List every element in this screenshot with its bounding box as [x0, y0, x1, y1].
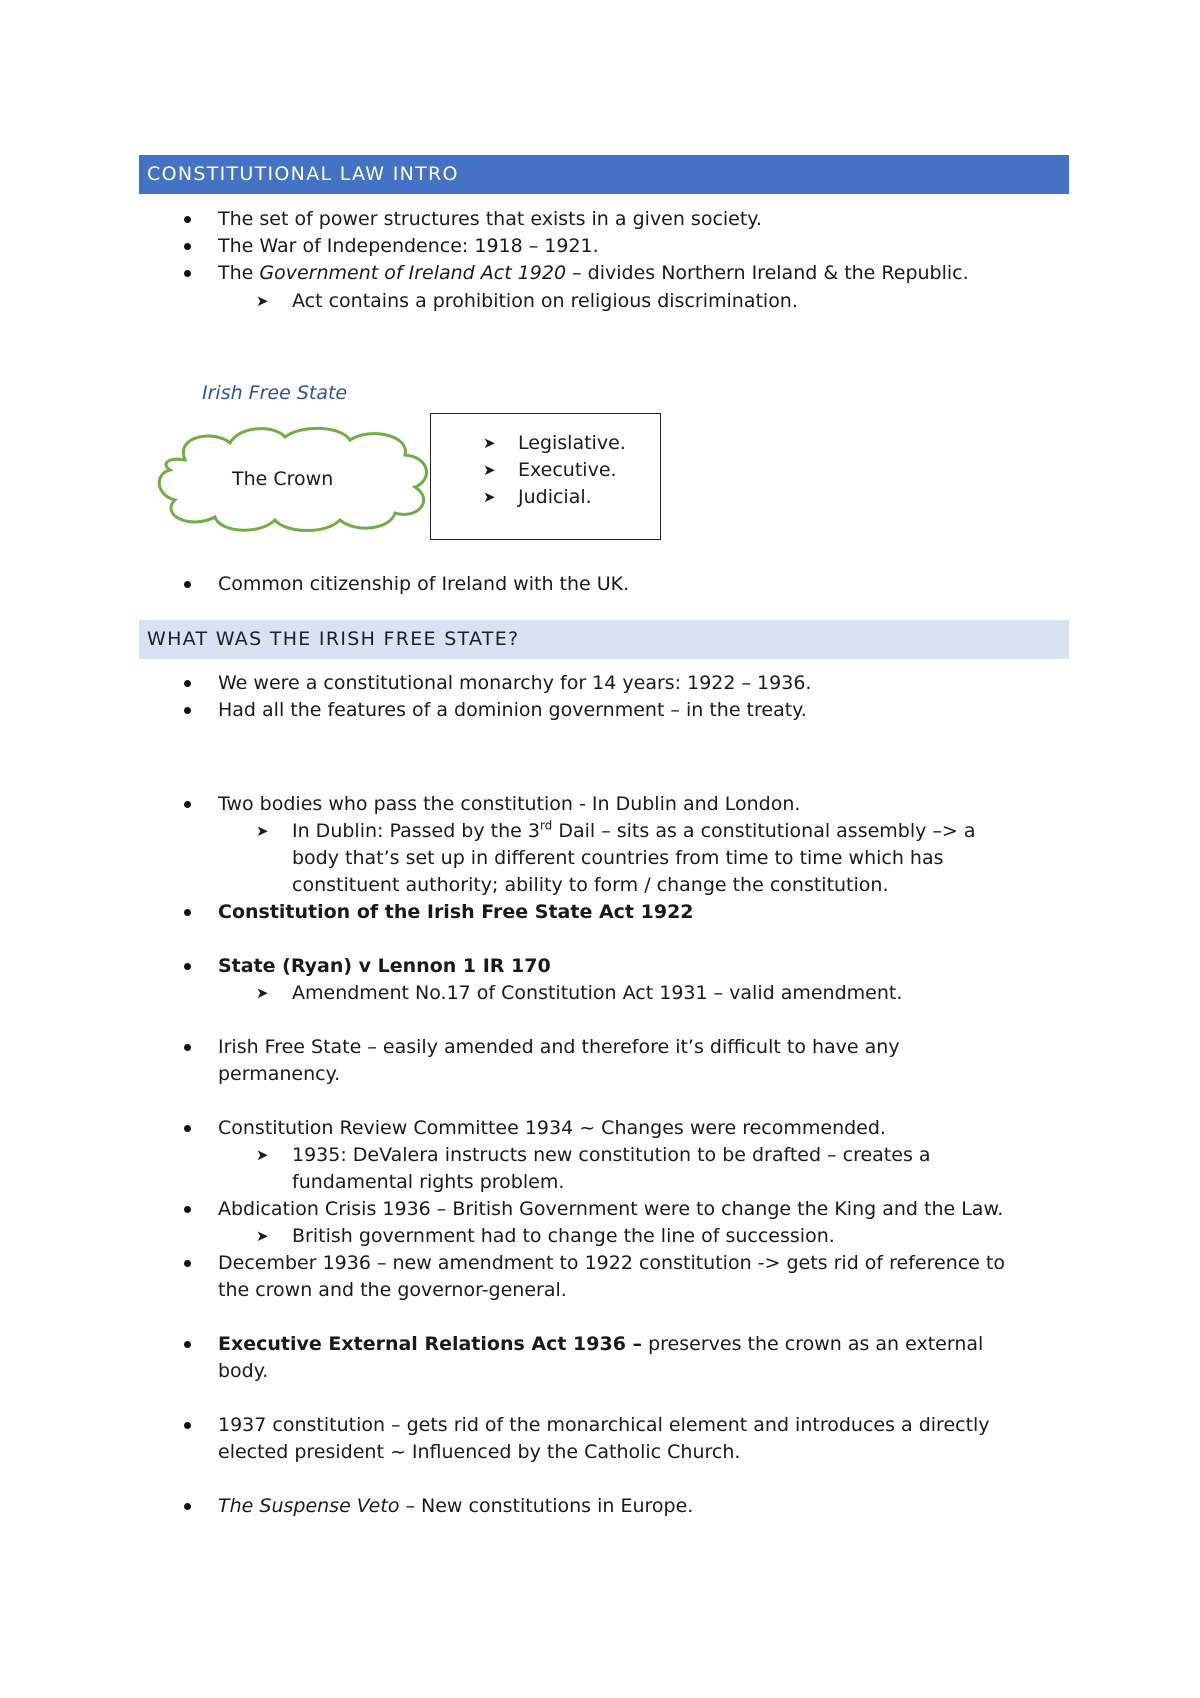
list-item-continued: elected president ~ Influenced by the Catholic Church. [218, 1441, 741, 1463]
list-item: Common citizenship of Ireland with the UK. [218, 571, 629, 598]
arrowhead-icon: ➤ [256, 1146, 269, 1164]
list-item: Two bodies who pass the constitution - In Dublin and London. [218, 791, 800, 818]
list-item-continued: the crown and the governor-general. [218, 1279, 567, 1301]
sub-list-item: ➤ In Dublin: Passed by the 3rd Dail – sits as a constitutional assembly –> a [292, 818, 976, 845]
arrowhead-icon: ➤ [483, 434, 496, 452]
section-heading-irish-free-state: WHAT WAS THE IRISH FREE STATE? [139, 620, 1069, 659]
sub-list-item: ➤ Amendment No.17 of Constitution Act 1931 – valid amendment. [292, 980, 902, 1007]
arrowhead-icon: ➤ [483, 488, 496, 506]
sub-list-item-continued: body that’s set up in different countries from time to time which has [292, 847, 944, 869]
list-item: The War of Independence: 1918 – 1921. [218, 233, 599, 260]
sub-list-item: ➤ British government had to change the line of succession. [292, 1223, 835, 1250]
list-item: The set of power structures that exists in a given society. [218, 206, 762, 233]
sub-list-item-continued: constituent authority; ability to form / change the constitution. [292, 874, 889, 896]
diagram-title: Irish Free State [202, 382, 348, 404]
list-item: State (Ryan) v Lennon 1 IR 170 [218, 953, 551, 980]
sub-list-item: ➤ Act contains a prohibition on religious discrimination. [292, 288, 798, 315]
list-item-continued: permanency. [218, 1063, 341, 1085]
list-item: December 1936 – new amendment to 1922 constitution -> gets rid of reference to [218, 1250, 1005, 1277]
list-item: Constitution Review Committee 1934 ~ Changes were recommended. [218, 1115, 886, 1142]
list-item: Had all the features of a dominion government – in the treaty. [218, 697, 807, 724]
arrowhead-icon: ➤ [483, 461, 496, 479]
sub-list-item: ➤ 1935: DeValera instructs new constitution to be drafted – creates a [292, 1142, 931, 1169]
list-item: 1937 constitution – gets rid of the monarchical element and introduces a directly [218, 1412, 990, 1439]
list-item: Abdication Crisis 1936 – British Government were to change the King and the Law. [218, 1196, 1003, 1223]
list-item: The Government of Ireland Act 1920 – divides Northern Ireland & the Republic. [218, 260, 969, 287]
arrowhead-icon: ➤ [256, 984, 269, 1002]
list-item: Executive External Relations Act 1936 – preserves the crown as an external [218, 1331, 983, 1358]
section-heading-constitutional-law-intro: CONSTITUTIONAL LAW INTRO [139, 155, 1069, 194]
sub-list-item-continued: fundamental rights problem. [292, 1171, 565, 1193]
list-item-continued: body. [218, 1360, 269, 1382]
branches-box [430, 413, 661, 540]
arrowhead-icon: ➤ [256, 292, 269, 310]
arrowhead-icon: ➤ [256, 822, 269, 840]
list-item: Irish Free State – easily amended and therefore it’s difficult to have any [218, 1034, 900, 1061]
box-item: ➤ Judicial. [518, 484, 592, 511]
list-item: The Suspense Veto – New constitutions in Europe. [218, 1493, 693, 1520]
box-item: ➤ Legislative. [518, 430, 626, 457]
list-item: Constitution of the Irish Free State Act 1922 [218, 899, 694, 926]
box-item: ➤ Executive. [518, 457, 617, 484]
arrowhead-icon: ➤ [256, 1227, 269, 1245]
list-item: We were a constitutional monarchy for 14 years: 1922 – 1936. [218, 670, 811, 697]
cloud-label: The Crown [232, 468, 334, 490]
